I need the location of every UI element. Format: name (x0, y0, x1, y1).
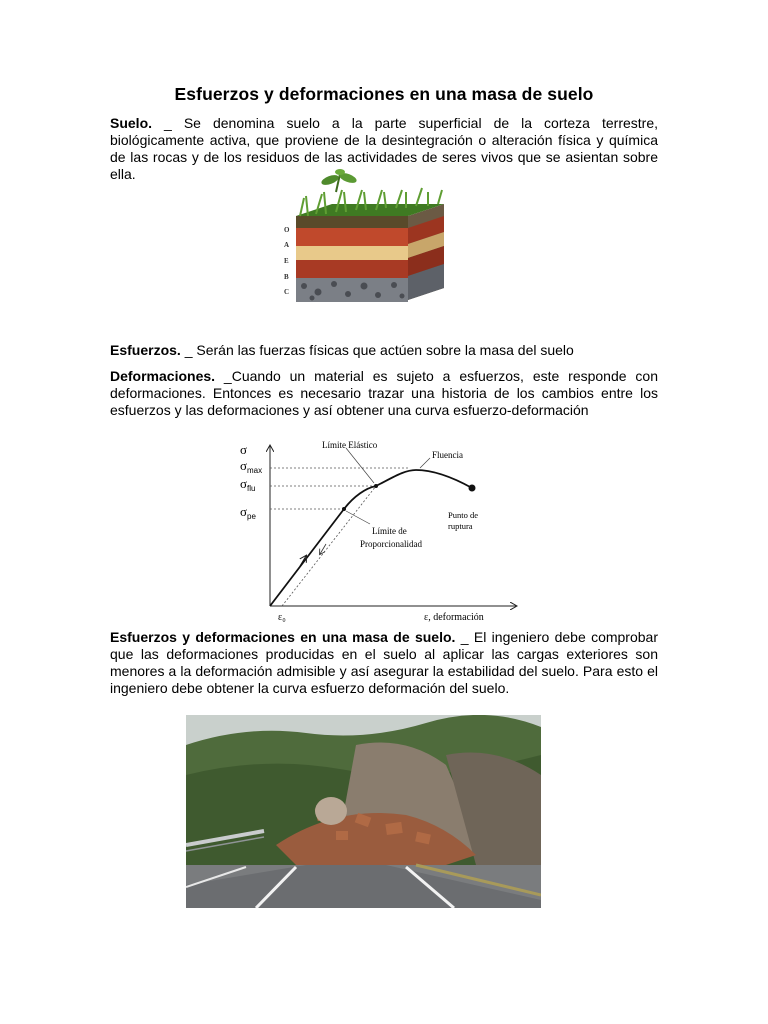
horizon-label-c: C (284, 288, 290, 296)
horizon-label-b: B (284, 273, 289, 281)
x-origin-label: ε₀ (278, 612, 286, 623)
definition-deformaciones: Cuando un material es sujeto a esfuerzos, este responde con deformaciones. Entonces es necesario trazar una historia de los cambios entre los esfuerzos y las deformaciones y así obtener una curva esfuerzo-deformación (110, 368, 658, 418)
horizon-label-o: O (284, 226, 290, 234)
rupture-point (469, 485, 476, 492)
rupture-annotation-line2: ruptura (448, 521, 473, 531)
horizon-a-layer (296, 228, 408, 246)
proportional-limit-point (342, 507, 346, 511)
elastic-limit-annotation: Límite Elástico (322, 440, 378, 450)
definition-suelo: Se denomina suelo a la parte superficial de la corteza terrestre, biológicamente activa, que proviene de la desintegración o alteración física y química de las rocas y de los residuos de las actividades de seres vivos que se asientan sobre ella. (110, 115, 658, 182)
prop-limit-annotation-line1: Límite de (372, 526, 407, 536)
horizon-label-e: E (284, 257, 289, 265)
horizon-label-a: A (284, 241, 290, 249)
term-deformaciones: Deformaciones. (110, 368, 216, 384)
landslide-photo (186, 715, 541, 908)
term-esfuerzos: Esfuerzos. (110, 342, 181, 358)
separator: _ (455, 629, 474, 645)
horizon-b-layer (296, 260, 408, 278)
soil-profile-image (278, 168, 454, 318)
rupture-annotation-line1: Punto de (448, 510, 478, 520)
fluencia-annotation: Fluencia (432, 450, 463, 460)
y-axis-label: σ (240, 442, 248, 457)
stress-strain-curve (270, 470, 472, 606)
paragraph-masa-suelo (110, 629, 658, 697)
separator: _ (215, 368, 232, 384)
horizon-e-layer (296, 246, 408, 260)
sigma-pe-label: $\sigma_{pe}$ (240, 504, 256, 521)
horizon-o-layer (296, 216, 408, 228)
term-masa-suelo: Esfuerzos y deformaciones en una masa de suelo. (110, 629, 456, 645)
stress-strain-diagram (234, 436, 524, 624)
definition-esfuerzos: Serán las fuerzas físicas que actúen sobre la masa del suelo (196, 342, 574, 358)
plant-sprout (320, 169, 358, 192)
sigma-flu-label: $\sigma_{flu}$ (240, 476, 256, 493)
soil-profile-illustration (278, 168, 454, 318)
term-suelo: Suelo. (110, 115, 153, 131)
prop-limit-annotation-line2: Proporcionalidad (360, 539, 422, 549)
x-axis-label: ε, deformación (424, 612, 484, 623)
elastic-limit-point (374, 484, 378, 488)
separator: _ (152, 115, 184, 131)
page-title: Esfuerzos y deformaciones en una masa de suelo (174, 84, 594, 104)
definition-masa-suelo: El ingeniero debe comprobar que las deformaciones producidas en el suelo al aplicar las cargas exteriores son menores a la deformación admisible y así asegurar la estabilidad del suelo. Para esto el ingeniero debe obtener la curva esfuerzo deformación del suelo. (110, 629, 658, 696)
separator: _ (180, 342, 197, 358)
paragraph-esfuerzos (110, 342, 658, 359)
sigma-max-label: $\sigma_{max}$ (240, 458, 263, 475)
paragraph-deformaciones (110, 368, 658, 419)
